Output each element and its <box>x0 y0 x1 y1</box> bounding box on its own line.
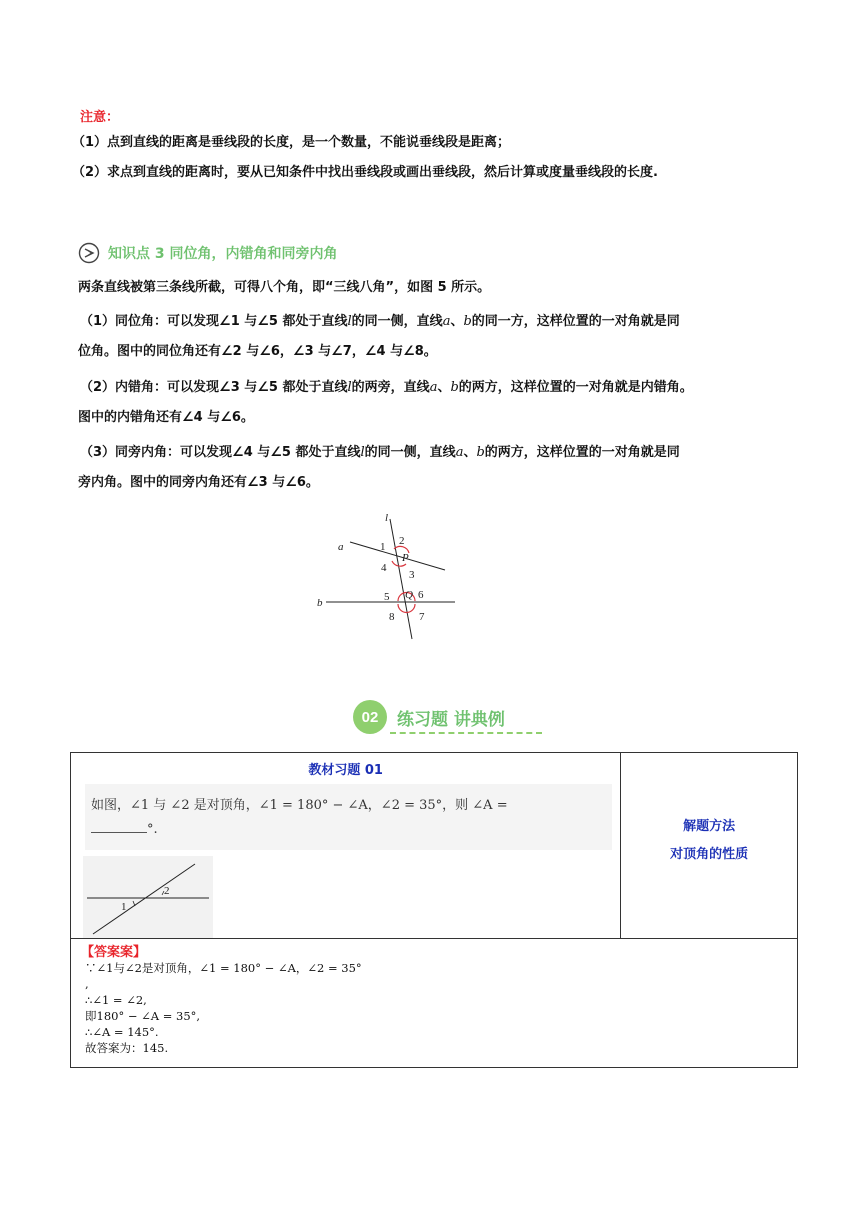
method-block <box>621 753 797 869</box>
p1-text-b: 的同一侧，直线 <box>351 314 443 329</box>
p3-text-a: （3）同旁内角：可以发现∠4 与∠5 都处于直线 <box>80 445 361 460</box>
p2-line-l: l <box>347 380 352 395</box>
label-5: 5 <box>384 591 390 603</box>
three-lines-figure <box>310 505 470 645</box>
p2-text-d: 图中的内错角还有∠4 与∠6。 <box>78 410 254 425</box>
answer-cell <box>71 939 798 1068</box>
p2-line-a: a <box>429 380 438 395</box>
vertical-label-2: 2 <box>164 885 170 897</box>
label-b: b <box>317 597 323 609</box>
answer-line-4: 即180° − ∠A = 35°, <box>85 1009 201 1023</box>
method-label: 解题方法 <box>683 819 736 834</box>
label-2: 2 <box>399 535 405 547</box>
note-title: 注意： <box>80 110 120 125</box>
p3-text-d: 旁内角。图中的同旁内角还有∠3 与∠6。 <box>78 475 319 490</box>
p1-line-b: b <box>463 314 472 329</box>
exercise-question-cell <box>71 753 621 939</box>
answer-line-5: ∴∠A = 145°. <box>85 1025 159 1039</box>
label-8: 8 <box>389 611 395 623</box>
p2-text-b: 的两旁，直线 <box>351 380 430 395</box>
knowledge-heading <box>78 242 338 264</box>
label-4: 4 <box>381 562 387 574</box>
exercise-table <box>70 752 798 1068</box>
method-cell <box>621 753 798 939</box>
p3-line-b: b <box>476 445 485 460</box>
answer-blank <box>91 832 147 833</box>
label-1: 1 <box>380 541 386 553</box>
label-l: l <box>385 512 389 524</box>
p2-line-b: b <box>450 380 459 395</box>
question-line-2 <box>91 818 606 842</box>
note-item-1: （1）点到直线的距离是垂线段的长度，是一个数量，不能说垂线段是距离； <box>72 135 511 150</box>
label-6: 6 <box>418 589 424 601</box>
paragraph-alternate-angles <box>80 379 693 397</box>
label-a: a <box>338 541 344 553</box>
knowledge-title: 知识点 3 同位角，内错角和同旁内角 <box>108 246 338 262</box>
vertical-label-1: 1 <box>121 901 127 913</box>
p1-text-c: 的同一方，这样位置的一对角就是同 <box>471 314 680 329</box>
section-heading <box>353 700 505 734</box>
p3-sep: 、 <box>463 445 477 460</box>
section-number-badge: 02 <box>353 700 387 734</box>
method-value: 对顶角的性质 <box>670 847 749 862</box>
p2-text-a: （2）内错角：可以发现∠3 与∠5 都处于直线 <box>80 380 348 395</box>
p3-text-b: 的同一侧，直线 <box>364 445 456 460</box>
answer-line-3: ∴∠1 = ∠2, <box>85 993 147 1007</box>
p1-line-l: l <box>347 314 352 329</box>
vertical-angles-figure <box>83 856 213 938</box>
p2-sep: 、 <box>437 380 451 395</box>
label-7: 7 <box>419 611 425 623</box>
answer-header: 【答案案】 <box>81 945 147 960</box>
paragraph-co-interior-angles <box>80 444 680 462</box>
answer-line-6: 故答案为：145. <box>85 1041 169 1055</box>
answer-line-1: ∵∠1与∠2是对顶角，∠1 = 180° − ∠A，∠2 = 35° <box>85 961 362 975</box>
section-title: 练习题 讲典例 <box>397 709 505 730</box>
exercise-title: 教材习题 01 <box>308 763 383 778</box>
p3-text-c: 的两方，这样位置的一对角就是同 <box>484 445 680 460</box>
answer-line-2: , <box>85 977 89 991</box>
p2-text-c: 的两方，这样位置的一对角就是内错角。 <box>458 380 693 395</box>
paragraph-corresponding-angles <box>80 313 680 331</box>
label-3: 3 <box>409 569 415 581</box>
play-circle-icon <box>78 242 100 264</box>
section-underline <box>390 732 542 734</box>
p1-line-a: a <box>442 314 451 329</box>
label-Q: Q <box>405 589 413 601</box>
p1-sep: 、 <box>450 314 464 329</box>
p3-line-a: a <box>455 445 464 460</box>
knowledge-intro: 两条直线被第三条线所截，可得八个角，即“三线八角”，如图 5 所示。 <box>78 280 491 295</box>
note-item-2: （2）求点到直线的距离时，要从已知条件中找出垂线段或画出垂线段，然后计算或度量垂线段的长度. <box>72 165 658 180</box>
question-suffix: °. <box>147 822 158 837</box>
question-line-1: 如图，∠1 与 ∠2 是对顶角，∠1 = 180° − ∠A，∠2 = 35°，则 ∠A = <box>91 798 508 813</box>
p3-line-l: l <box>360 445 365 460</box>
exercise-question <box>85 784 612 850</box>
p1-text-a: （1）同位角：可以发现∠1 与∠5 都处于直线 <box>80 314 348 329</box>
p1-text-d: 位角。图中的同位角还有∠2 与∠6，∠3 与∠7，∠4 与∠8。 <box>78 344 437 359</box>
label-P: P <box>402 552 409 564</box>
